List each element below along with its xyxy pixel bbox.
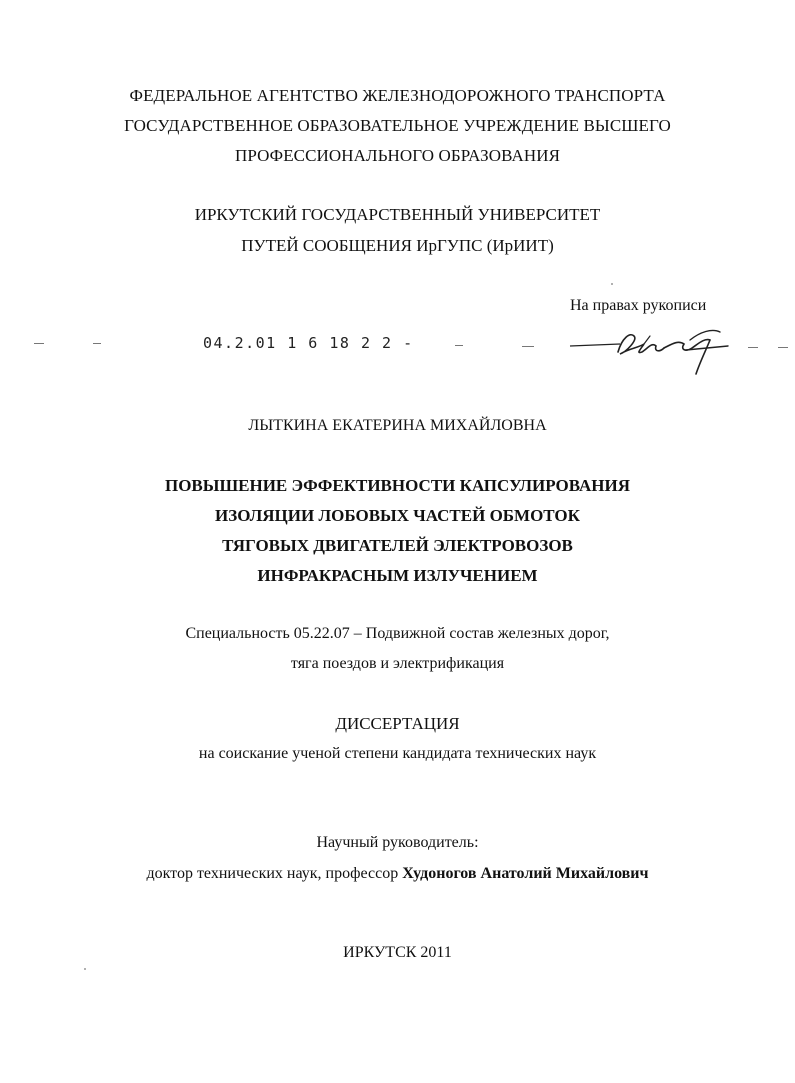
manuscript-rights-note: На правах рукописи [570, 297, 707, 314]
scan-artifact [93, 343, 101, 344]
thesis-title-line4: ИНФРАКРАСНЫМ ИЗЛУЧЕНИЕМ [257, 566, 538, 585]
scan-artifact [522, 346, 534, 347]
scan-speck [84, 968, 86, 970]
scan-speck [611, 283, 613, 285]
degree-description: на соискание ученой степени кандидата технических наук [198, 745, 597, 762]
university-name-line1: ИРКУТСКИЙ ГОСУДАРСТВЕННЫЙ УНИВЕРСИТЕТ [194, 205, 601, 224]
author-signature [560, 318, 760, 378]
supervisor-line [0, 865, 795, 883]
supervisor-title: доктор технических наук, профессор [146, 865, 399, 882]
registry-stamp: 04.2.01 1 6 18 2 2 - [203, 334, 414, 352]
specialty-line2: тяга поездов и электрификация [290, 655, 505, 672]
scan-artifact [34, 343, 44, 344]
agency-name: ФЕДЕРАЛЬНОЕ АГЕНТСТВО ЖЕЛЕЗНОДОРОЖНОГО ТРАНСПОРТА [129, 86, 666, 105]
scan-artifact [778, 347, 788, 348]
author-name: ЛЫТКИНА ЕКАТЕРИНА МИХАЙЛОВНА [248, 417, 547, 434]
thesis-title-line2: ИЗОЛЯЦИИ ЛОБОВЫХ ЧАСТЕЙ ОБМОТОК [215, 506, 580, 525]
supervisor-label: Научный руководитель: [316, 834, 479, 851]
university-name-line2: ПУТЕЙ СООБЩЕНИЯ ИрГУПС (ИрИИТ) [241, 236, 554, 255]
document-type-heading: ДИССЕРТАЦИЯ [335, 714, 460, 733]
thesis-title-line3: ТЯГОВЫХ ДВИГАТЕЛЕЙ ЭЛЕКТРОВОЗОВ [222, 536, 573, 555]
institution-type-line2: ПРОФЕССИОНАЛЬНОГО ОБРАЗОВАНИЯ [234, 146, 561, 165]
institution-type-line1: ГОСУДАРСТВЕННОЕ ОБРАЗОВАТЕЛЬНОЕ УЧРЕЖДЕНИЕ ВЫСШЕГО [124, 116, 671, 135]
city-year: ИРКУТСК 2011 [343, 944, 452, 961]
thesis-title-line1: ПОВЫШЕНИЕ ЭФФЕКТИВНОСТИ КАПСУЛИРОВАНИЯ [164, 476, 630, 495]
supervisor-name: Худоногов Анатолий Михайлович [402, 865, 649, 882]
specialty-line1: Специальность 05.22.07 – Подвижной состав железных дорог, [185, 625, 610, 642]
scan-artifact [455, 345, 463, 346]
